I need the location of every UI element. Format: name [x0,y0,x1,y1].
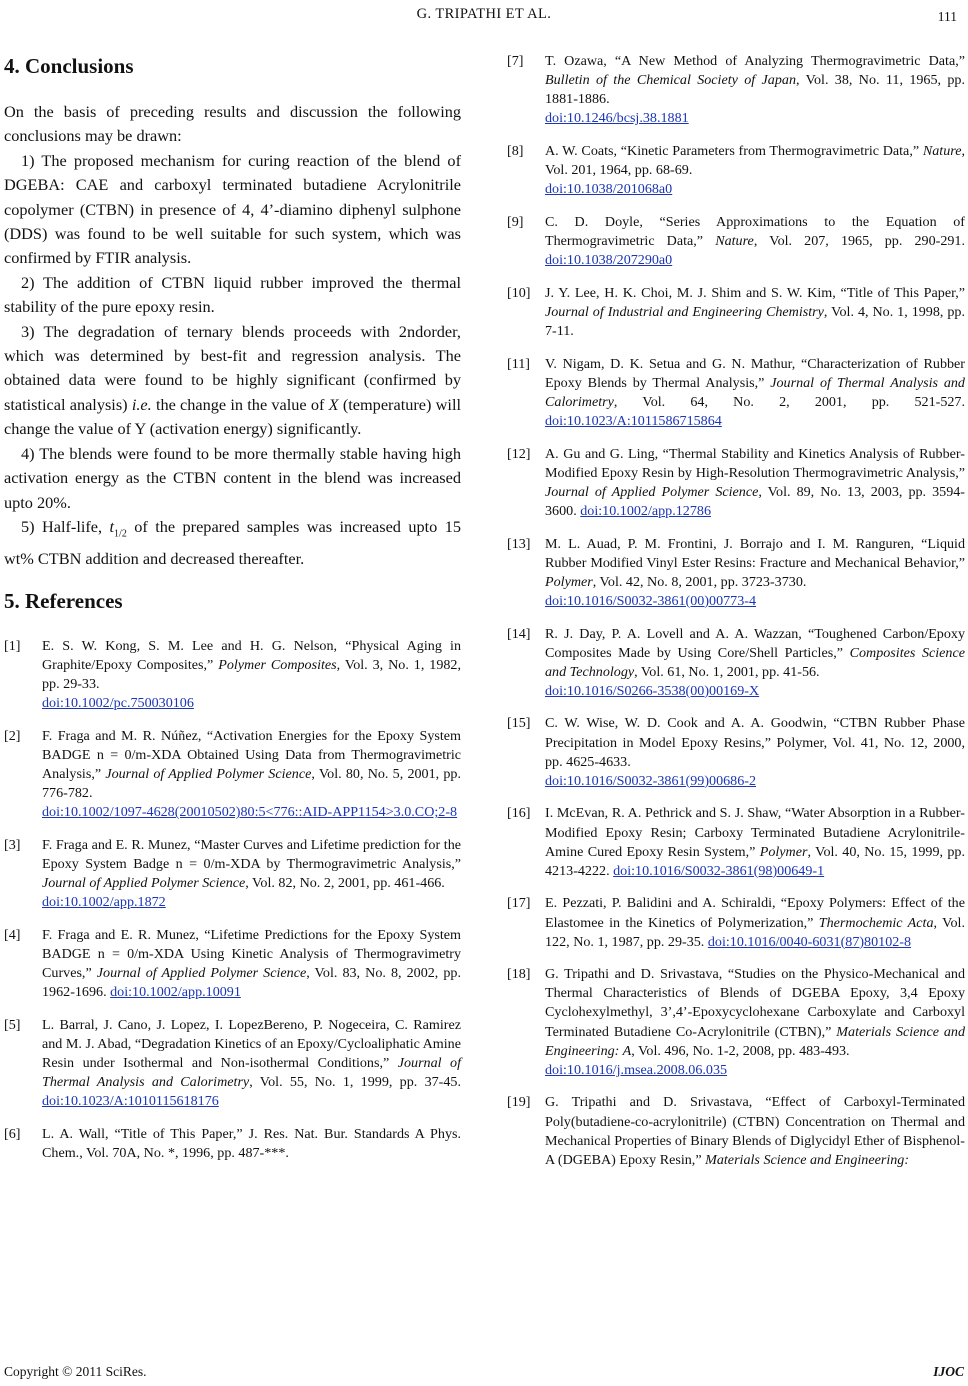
reference-journal: Composites Science and Technology [545,644,965,680]
reference-item [507,965,965,1080]
conclusion-point-4: 4) The blends were found to be more thermally stable having high activation energy as the CTBN content in the blend was increased upto 20%. [4,443,461,512]
reference-journal: Journal of Applied Polymer Science [42,875,246,892]
doi-link[interactable]: doi:10.1016/S0032-3861(99)00686-2 [545,772,757,789]
conclusions-heading: 4. Conclusions [4,54,134,78]
reference-text: F. Fraga and E. R. Munez, “Master Curves and Lifetime prediction for the Epoxy System Badge n = 0/m-XDA by Thermogravimetric Analysis,” [42,837,461,873]
reference-text: F. Fraga and M. R. Núñez, “Activation Energies for the Epoxy System BADGE n = 0/m-XDA Obtained Using Data from Thermogravimetric Analysis,” [42,727,461,783]
reference-number: [11] [507,355,530,372]
reference-text: G. Tripathi and D. Srivastava, “Effect of Carboxyl-Terminated Poly(butadiene-co-acrylonitrile) (CTBN) Concentration on Thermal and Mechanical Properties of Binary Blends of Diglycidyl Ether of Bisphenol-A (DGEBA) Epoxy Resin,” [545,1094,965,1168]
reference-item [507,1093,965,1169]
reference-number: [3] [4,837,21,853]
reference-details: , Vol. 83, No. 8, 2002, pp. 1962-1696. [42,965,461,1001]
journal-abbreviation: IJOC [933,1364,964,1379]
reference-text: F. Fraga and E. R. Munez, “Lifetime Predictions for the Epoxy System BADGE n = 0/m-XDA Using Kinetic Analysis of Thermogravimetry Curves,” [42,926,461,982]
reference-text: E. S. W. Kong, S. M. Lee and H. G. Nelson, “Physical Aging in Graphite/Epoxy Composites,” [42,637,461,674]
reference-journal: Nature [715,232,754,249]
reference-item [4,926,461,1002]
reference-text: G. Tripathi and D. Srivastava, “Studies on the Physico-Mechanical and Thermal Characteristics of Blends of DGEBA Epoxy, 3,4 Epoxy Cyclohexylmethyl, 3’,4’-Epoxycyclohexane Carboxylate and Carboxyl Terminated Butadiene Co-Acrylonitrile (CTBN),” [545,966,965,1040]
reference-details: , Vol. 4, No. 1, 1998, pp. 7-11. [545,303,965,339]
reference-item [4,1125,461,1163]
reference-number: [1] [4,637,21,654]
reference-text: C. W. Wise, W. D. Cook and A. A. Goodwin, “CTBN Rubber Phase Precipitation in Model Epoxy Resins,” Polymer, Vol. 41, No. 12, 2000, pp. 4625-4633. [545,715,965,770]
running-header [0,4,968,28]
left-column [4,52,461,1177]
reference-number: [12] [507,445,531,462]
conclusion-point-3: 3) The degradation of ternary blends proceeds with 2ndorder, which was determined by best-fit and regression analysis. The obtained data were found to be highly significant (confirmed by statistical analysis) i.e. the change in the value of X (temperature) will change the value of Y (activation energy) significantly. [4,321,461,439]
doi-link[interactable]: doi:10.1002/1097-4628(20010502)80:5<776::AID-APP1154>3.0.CO;2-8 [42,804,458,821]
reference-item [507,142,965,199]
reference-number: [16] [507,805,531,822]
doi-link[interactable]: doi:10.1016/S0032-3861(00)00773-4 [545,592,757,609]
references-heading: 5. References [4,588,123,613]
reference-text: R. J. Day, P. A. Lovell and A. A. Wazzan, “Toughened Carbon/Epoxy Composites Made by Using Core/Shell Particles,” [545,625,965,661]
reference-text: J. Y. Lee, H. K. Choi, M. J. Shim and S. W. Kim, “Title of This Paper,” [545,284,965,301]
reference-journal: Journal of Applied Polymer Science [96,965,307,982]
reference-number: [18] [507,966,531,983]
reference-details: , Vol. 38, No. 11, 1965, pp. 1881-1886. [545,72,965,108]
reference-number: [7] [507,53,524,69]
reference-details: , Vol. 64, No. 2, 2001, pp. 521-527. [613,393,965,410]
reference-details: , Vol. 40, No. 15, 1999, pp. 4213-4222. [545,843,965,879]
right-column [507,52,965,1183]
reference-item [507,213,965,270]
reference-text: E. Pezzati, P. Balidini and A. Schiraldi, “Epoxy Polymers: Effect of the Elastomee in the Kinetics of Polymerization,” [545,895,965,931]
reference-item [4,1016,461,1111]
reference-details: , Vol. 80, No. 5, 2001, pp. 776-782. [42,766,461,802]
reference-journal: Polymer [545,573,593,590]
reference-details: , Vol. 82, No. 2, 2001, pp. 461-466. [245,875,445,892]
reference-journal: Journal of Thermal Analysis and Calorimetry [545,374,965,410]
reference-text: A. Gu and G. Ling, “Thermal Stability and Kinetics Analysis of Rubber-Modified Epoxy Resin by High-Resolution Thermogravimetric Analysis,” [545,445,965,481]
reference-journal: Journal of Applied Polymer Science [105,766,312,783]
reference-number: [10] [507,284,531,301]
reference-number: [19] [507,1094,531,1111]
doi-link[interactable]: doi:10.1002/app.10091 [110,984,241,1001]
doi-link[interactable]: doi:10.1016/0040-6031(87)80102-8 [707,933,912,950]
reference-item [507,804,965,880]
reference-details: , Vol. 55, No. 1, 1999, pp. 37-45. [249,1074,461,1091]
reference-journal: Journal of Thermal Analysis and Calorimetry [42,1055,461,1091]
doi-link[interactable]: doi:10.1246/bcsj.38.1881 [545,110,689,127]
doi-link[interactable]: doi:10.1002/app.12786 [580,502,711,519]
doi-link[interactable]: doi:10.1016/j.msea.2008.06.035 [545,1061,728,1078]
reference-journal: Polymer [759,843,808,860]
references-list-left [4,637,461,1163]
reference-details: , Vol. 201, 1964, pp. 68-69. [545,142,965,179]
reference-journal: Nature [922,142,962,159]
reference-number: [14] [507,625,531,642]
reference-item [4,836,461,912]
reference-item [507,714,965,790]
reference-text: A. W. Coats, “Kinetic Parameters from Thermogravimetric Data,” [545,142,923,159]
doi-link[interactable]: doi:10.1038/201068a0 [545,181,673,198]
reference-text: V. Nigam, D. K. Setua and G. N. Mathur, “Characterization of Rubber Epoxy Blends by Thermal Analysis,” [545,355,965,391]
reference-number: [2] [4,727,21,744]
conclusion-point-1: 1) The proposed mechanism for curing reaction of the blend of DGEBA: CAE and carboxyl terminated butadiene Acrylonitrile copolymer (CTBN) in presence of 4, 4’-diamino diphenyl sulphone (DDS) was found to be well suitable for such system, which was confirmed by FTIR analysis. [4,150,461,268]
reference-text: T. Ozawa, “A New Method of Analyzing Thermogravimetric Data,” [545,53,965,69]
reference-number: [13] [507,535,531,552]
reference-item [507,535,965,611]
reference-number: [4] [4,926,21,943]
reference-details: , Vol. 496, No. 1-2, 2008, pp. 483-493. [631,1042,850,1059]
page-number: 111 [937,9,957,24]
reference-text: L. A. Wall, “Title of This Paper,” J. Res. Nat. Bur. Standards A Phys. Chem., Vol. 70A, No. *, 1996, pp. 487-***. [42,1126,461,1162]
copyright-notice: Copyright © 2011 SciRes. [4,1364,147,1379]
page-footer [0,1364,968,1386]
reference-journal: Materials Science and Engineering: A [545,1023,965,1059]
reference-number: [8] [507,142,524,159]
reference-text: I. McEvan, R. A. Pethrick and S. J. Shaw, “Water Absorption in a Rubber-Modified Epoxy Resin; Carboxy Terminated Butadiene Acrylonitrile-Amine Cured Epoxy Resin System,” [545,805,965,860]
reference-journal: Thermochemic Acta [818,914,934,931]
reference-item [507,445,965,521]
reference-number: [15] [507,715,531,732]
doi-link[interactable]: doi:10.1016/S0032-3861(98)00649-1 [613,862,825,879]
reference-number: [9] [507,213,524,230]
doi-link[interactable]: doi:10.1002/pc.750030106 [42,695,194,712]
doi-link[interactable]: doi:10.1002/app.1872 [42,894,166,911]
reference-journal: Materials Science and Engineering: [705,1151,910,1168]
reference-text: M. L. Auad, P. M. Frontini, J. Borrajo and I. M. Ranguren, “Liquid Rubber Modified Vinyl Ester Resins: Fracture and Mechanical Behavior,” [545,535,965,571]
reference-item [4,637,461,713]
reference-details: , Vol. 207, 1965, pp. 290-291. [753,232,965,249]
reference-item [4,727,461,822]
reference-item [507,894,965,951]
doi-link[interactable]: doi:10.1023/A:1011586715864 [545,412,722,429]
reference-item [507,52,965,128]
reference-journal: Polymer Composites [218,657,337,674]
reference-details: , Vol. 61, No. 1, 2001, pp. 41-56. [634,663,820,680]
reference-details: , Vol. 42, No. 8, 2001, pp. 3723-3730. [592,573,807,590]
reference-details: , Vol. 3, No. 1, 1982, pp. 29-33. [42,657,462,693]
reference-details: , Vol. 122, No. 1, 1987, pp. 29-35. [545,914,965,950]
reference-journal: Bulletin of the Chemical Society of Japan [545,72,796,89]
reference-details: , Vol. 89, No. 13, 2003, pp. 3594-3600. [545,483,965,519]
reference-number: [17] [507,895,531,912]
conclusion-point-5: 5) Half-life, $t_{1/2}$ of the prepared samples was increased upto 15 wt% CTBN addition and decreased thereafter. [4,516,461,568]
reference-item [507,625,965,701]
conclusion-point-2: 2) The addition of CTBN liquid rubber improved the thermal stability of the pure epoxy resin. [4,272,461,317]
doi-link[interactable]: doi:10.1023/A:1010115618176 [42,1093,219,1110]
reference-item [507,355,965,431]
reference-text: C. D. Doyle, “Series Approximations to the Equation of Thermogravimetric Data,” [545,213,965,249]
reference-item [507,284,965,341]
reference-number: [6] [4,1126,21,1142]
running-title: G. TRIPATHI ET AL. [416,6,552,22]
reference-number: [5] [4,1016,21,1033]
doi-link[interactable]: doi:10.1038/207290a0 [545,252,673,269]
reference-journal: Journal of Applied Polymer Science [545,483,759,500]
conclusions-intro: On the basis of preceding results and discussion the following conclusions may be drawn: [4,102,461,146]
reference-journal: Journal of Industrial and Engineering Chemistry [545,303,824,320]
references-list-right [507,52,965,1170]
reference-text: L. Barral, J. Cano, J. Lopez, I. LopezBereno, P. Nogeceira, C. Ramirez and M. J. Abad, “Degradation Kinetics of an Epoxy/Cycloaliphatic Amine Resin under Isothermal and Non-isothermal Conditions,” [42,1016,461,1072]
doi-link[interactable]: doi:10.1016/S0266-3538(00)00169-X [545,682,760,699]
